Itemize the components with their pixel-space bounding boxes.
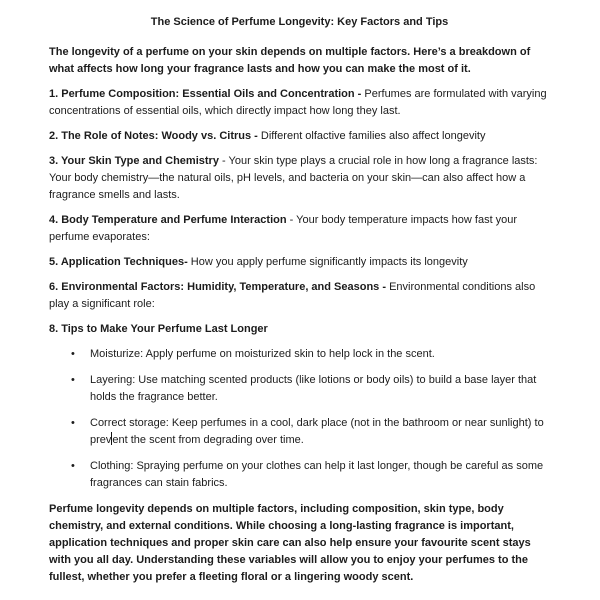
bullet-icon: • [71, 374, 75, 386]
section-4-heading: 4. Body Temperature and Perfume Interaction [49, 214, 287, 226]
tips-heading[interactable]: 8. Tips to Make Your Perfume Last Longer [49, 323, 268, 335]
section-5-body: How you apply perfume significantly impacts its longevity [187, 256, 468, 268]
intro-paragraph[interactable]: The longevity of a perfume on your skin depends on multiple factors. Here’s a breakdown of what affects how long your fragrance lasts and how you can make the most of it. [49, 46, 531, 75]
section-3-body: - Your skin type plays a crucial role in how long a fragrance lasts: Your body chemistry—the natural oils, pH levels, and bacteria on your skin—can also affect how a fragrance smells and lasts. [49, 155, 538, 201]
section-1-paragraph[interactable] [49, 86, 550, 120]
section-2-paragraph[interactable] [49, 128, 550, 145]
section-6-body: Environmental conditions also play a significant role: [49, 281, 536, 310]
section-5-heading: 5. Application Techniques- [49, 256, 188, 268]
list-item[interactable] [49, 346, 550, 363]
list-item[interactable] [49, 458, 550, 492]
tip-moisturize-text: Moisturize: Apply perfume on moisturized skin to help lock in the scent. [90, 348, 435, 360]
section-2-heading: 2. The Role of Notes: Woody vs. Citrus - [49, 130, 261, 142]
tips-list [49, 346, 550, 492]
bullet-icon: • [71, 460, 75, 472]
tip-clothing-text: Clothing: Spraying perfume on your clothes can help it last longer, though be careful as some fragrances can stain fabrics. [90, 460, 544, 489]
section-6-paragraph[interactable] [49, 279, 550, 313]
section-1-heading: 1. Perfume Composition: Essential Oils and Concentration - [49, 88, 365, 100]
list-item[interactable] [49, 372, 550, 406]
tip-storage-text-before-caret: Correct storage: Keep perfumes in a cool, dark place (not in the bathroom or near sunlight) to prev [90, 417, 544, 446]
section-3-heading: 3. Your Skin Type and Chemistry [49, 155, 219, 167]
list-item[interactable] [49, 415, 550, 449]
section-4-paragraph[interactable] [49, 212, 550, 246]
document-title[interactable]: The Science of Perfume Longevity: Key Factors and Tips [150, 16, 449, 28]
bullet-icon: • [71, 348, 75, 360]
bullet-icon: • [71, 417, 75, 429]
section-4-body: - Your body temperature impacts how fast your perfume evaporates: [49, 214, 518, 243]
tip-layering-text: Layering: Use matching scented products (like lotions or body oils) to build a base layer that holds the fragrance better. [90, 374, 537, 403]
section-3-paragraph[interactable] [49, 153, 550, 204]
tip-storage-text-after-caret: ent the scent from degrading over time. [112, 434, 304, 446]
section-1-body: Perfumes are formulated with varying concentrations of essential oils, which directly impact how long they last. [49, 88, 547, 117]
section-6-heading: 6. Environmental Factors: Humidity, Temperature, and Seasons - [49, 281, 390, 293]
section-5-paragraph[interactable] [49, 254, 550, 271]
section-2-body: Different olfactive families also affect longevity [260, 130, 486, 142]
conclusion-paragraph[interactable]: Perfume longevity depends on multiple factors, including composition, skin type, body chemistry, and external conditions. While choosing a long-lasting fragrance is important, application techniques and proper skin care can also help ensure your favourite scent stays with you all day. Understanding these variables will allow you to enjoy your perfumes to the fullest, whether you prefer a fleeting floral or a lingering woody scent. [49, 503, 531, 583]
